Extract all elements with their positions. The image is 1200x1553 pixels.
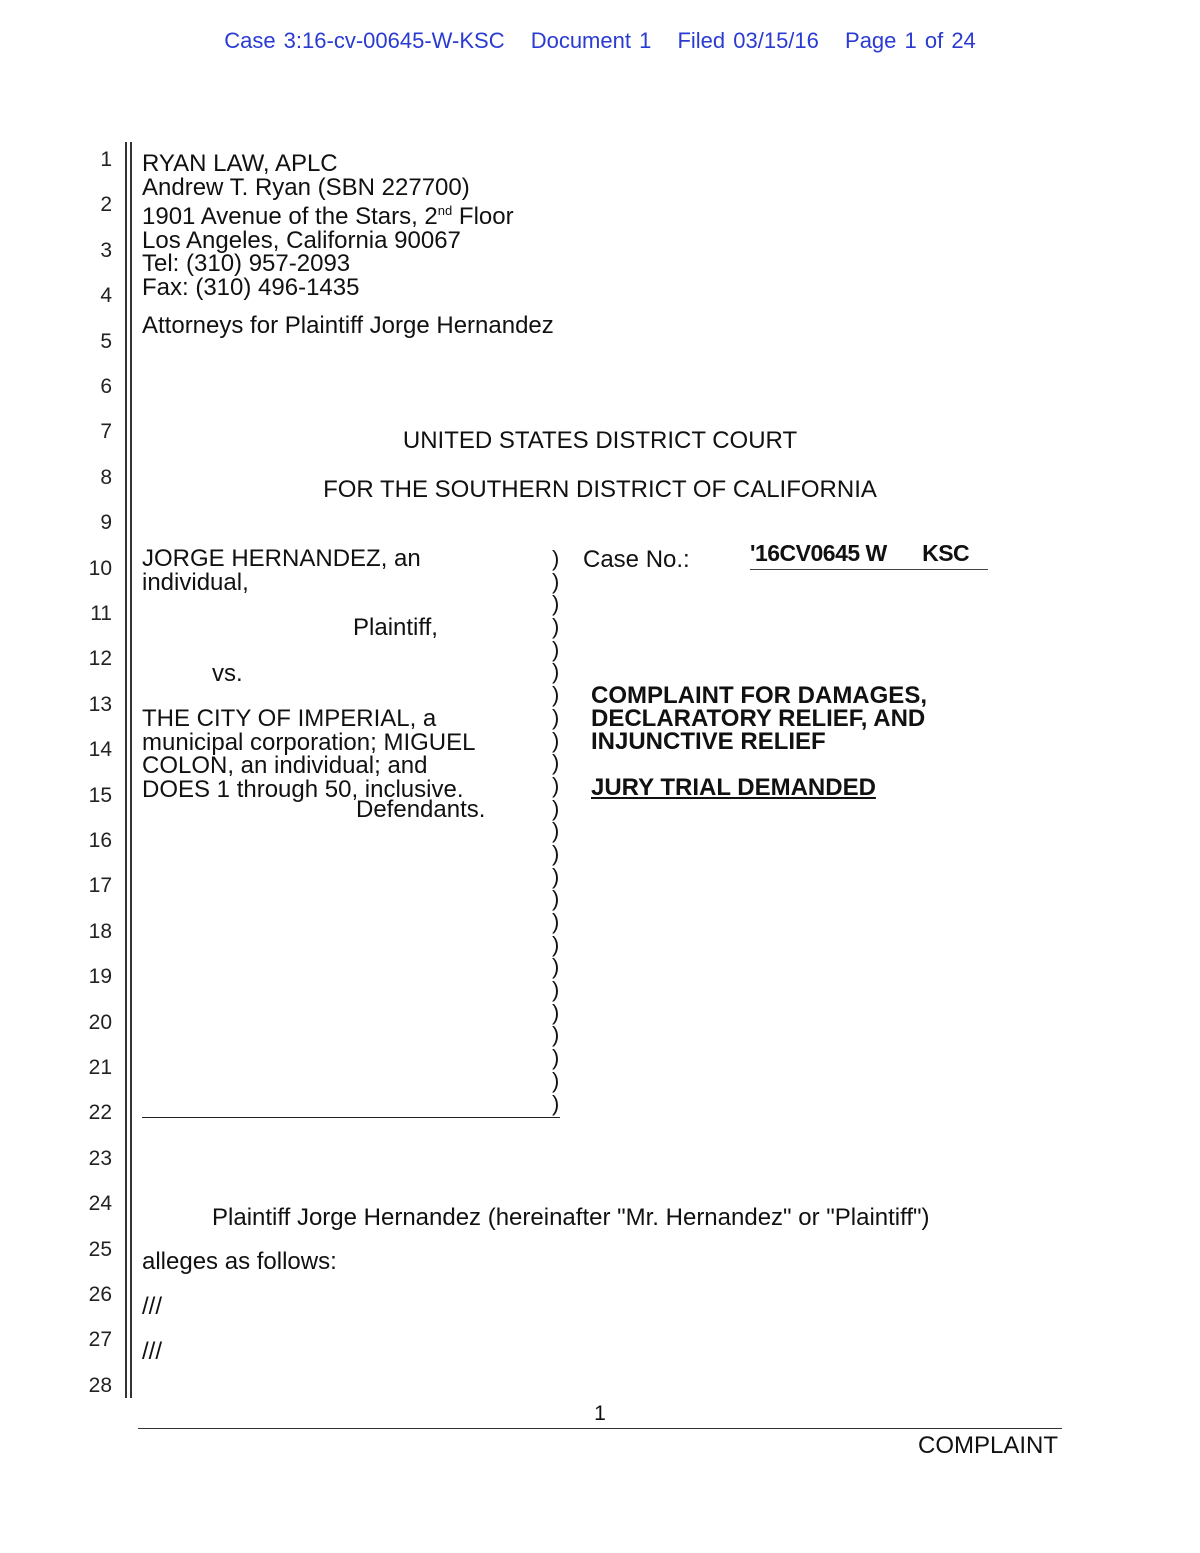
line-number: 2 <box>100 193 112 217</box>
caption-paren: ) <box>552 682 560 708</box>
margin-rule-outer <box>125 142 127 1398</box>
line-number: 8 <box>100 465 112 489</box>
caption-divider <box>552 548 568 1115</box>
court-district: FOR THE SOUTHERN DISTRICT OF CALIFORNIA <box>323 476 877 503</box>
attorney-name: Andrew T. Ryan (SBN 227700) <box>142 173 470 201</box>
line-number: 21 <box>88 1056 112 1079</box>
line-number: 26 <box>88 1283 112 1306</box>
page-number: 1 <box>594 1402 606 1425</box>
caption-paren: ) <box>552 591 560 617</box>
line-number: 7 <box>100 420 112 444</box>
caption-paren: ) <box>552 840 560 866</box>
line-number: 25 <box>88 1237 112 1261</box>
header-document: Document 1 <box>530 28 652 53</box>
case-number-label: Case No.: <box>583 546 690 573</box>
jury-demand: JURY TRIAL DEMANDED <box>591 774 876 801</box>
line-number: 20 <box>88 1010 112 1034</box>
line-number: 22 <box>88 1101 112 1125</box>
intro-paragraph: Plaintiff Jorge Hernandez (hereinafter "Mr. Hernandez" or "Plaintiff") <box>212 1204 930 1231</box>
line-number: 4 <box>100 284 112 308</box>
caption-paren: ) <box>552 727 560 753</box>
line-number: 14 <box>88 738 112 762</box>
line-number: 27 <box>88 1328 112 1352</box>
intro-paragraph-cont: alleges as follows: <box>142 1248 337 1275</box>
caption-paren: ) <box>552 1045 560 1071</box>
court-name: UNITED STATES DISTRICT COURT <box>402 427 798 454</box>
case-number-value: '16CV0645 W KSC <box>750 540 988 570</box>
complaint-title: COMPLAINT FOR DAMAGES, DECLARATORY RELIEF, AND INJUNCTIVE RELIEF <box>591 682 927 755</box>
caption-paren: ) <box>552 568 560 594</box>
caption-paren: ) <box>552 818 560 844</box>
caption-paren: ) <box>552 1090 560 1116</box>
line-number: 9 <box>100 511 112 535</box>
defendant-role: Defendants. <box>356 796 486 823</box>
caption-paren: ) <box>552 863 560 889</box>
caption-paren: ) <box>552 750 560 776</box>
line-number: 1 <box>100 148 112 171</box>
header-page: Page 1 of 24 <box>845 28 976 53</box>
caption-paren: ) <box>552 795 560 821</box>
line-number: 23 <box>88 1146 112 1170</box>
caption-paren: ) <box>552 614 560 640</box>
firm-block <box>142 152 514 299</box>
versus: vs. <box>212 660 243 687</box>
line-number: 18 <box>88 919 112 943</box>
firm-city: Los Angeles, California 90067 <box>142 226 461 254</box>
line-number: 13 <box>88 692 112 716</box>
caption-paren: ) <box>552 1022 560 1048</box>
caption-paren: ) <box>552 977 560 1003</box>
header-filed-date: Filed 03/15/16 <box>677 28 819 53</box>
section-separator: /// <box>142 1293 163 1320</box>
caption-paren: ) <box>552 546 560 571</box>
footer-label: COMPLAINT <box>917 1432 1058 1459</box>
attorneys-for: Attorneys for Plaintiff Jorge Hernandez <box>142 312 554 339</box>
caption-paren: ) <box>552 772 560 798</box>
line-number: 5 <box>100 329 112 353</box>
caption-paren: ) <box>552 704 560 730</box>
line-number: 17 <box>88 874 112 898</box>
line-number: 16 <box>88 829 112 852</box>
margin-rule-inner <box>130 142 132 1398</box>
header-case-number: Case 3:16-cv-00645-W-KSC <box>224 28 505 53</box>
line-number: 15 <box>88 783 112 807</box>
line-number: 19 <box>88 965 112 989</box>
caption-paren: ) <box>552 659 560 685</box>
caption-paren: ) <box>552 999 560 1025</box>
caption-paren: ) <box>552 1067 560 1093</box>
line-number: 3 <box>100 238 112 262</box>
caption-paren: ) <box>552 931 560 957</box>
caption-paren: ) <box>552 886 560 912</box>
line-number: 24 <box>88 1192 112 1216</box>
plaintiff-role: Plaintiff, <box>353 614 438 641</box>
caption-bottom-rule <box>142 1117 560 1118</box>
firm-address: 1901 Avenue of the Stars, 2nd Floor <box>142 203 514 230</box>
section-separator: /// <box>142 1338 163 1365</box>
firm-fax: Fax: (310) 496-1435 <box>142 273 360 301</box>
firm-tel: Tel: (310) 957-2093 <box>142 250 351 277</box>
plaintiff-party: JORGE HERNANDEZ, an individual, <box>142 545 421 596</box>
caption-paren: ) <box>552 636 560 662</box>
footer-rule <box>138 1428 1062 1429</box>
line-number: 6 <box>100 375 112 398</box>
line-number: 10 <box>88 556 112 580</box>
firm-name: RYAN LAW, APLC <box>142 150 338 177</box>
caption-paren: ) <box>552 954 560 980</box>
filing-header <box>0 28 1200 54</box>
line-number: 12 <box>88 647 112 671</box>
line-number: 28 <box>88 1373 112 1397</box>
line-number: 11 <box>90 602 112 625</box>
defendant-party: THE CITY OF IMPERIAL, a municipal corporation; MIGUEL COLON, an individual; and DOES 1 through 50, inclusive. <box>142 705 476 803</box>
caption-paren: ) <box>552 909 560 934</box>
